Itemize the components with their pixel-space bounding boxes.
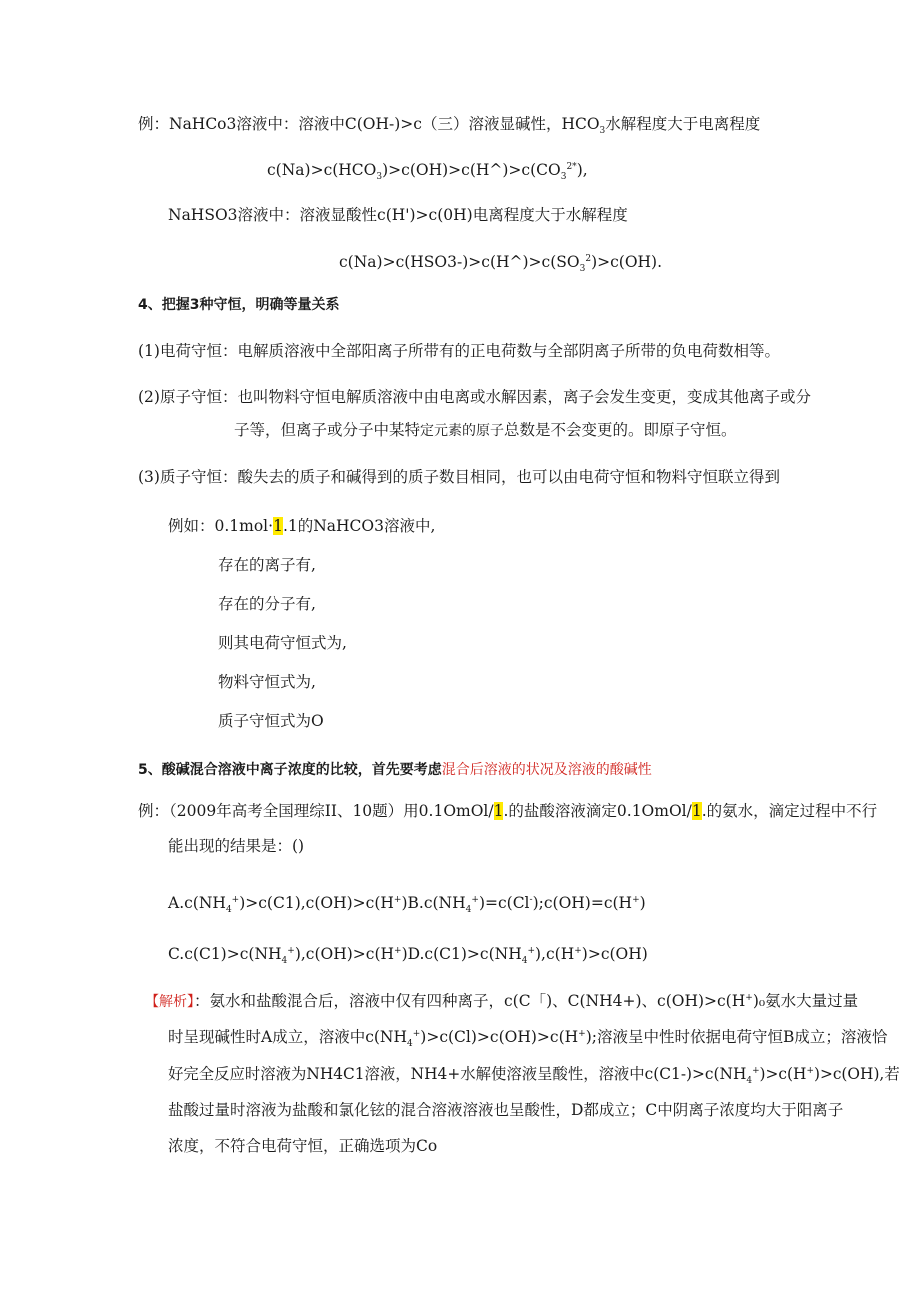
- list-item: 物料守恒式为,: [218, 673, 316, 691]
- question-line2: 能出现的结果是：(): [168, 837, 305, 855]
- charge-conservation: (1)电荷守恒：电解质溶液中全部阳离子所带有的正电荷数与全部阴离子所带的负电荷数相等。: [138, 342, 780, 360]
- options-ab: $A.c(NH_4^+)>c(C1),c(OH)>c(H^+)B.c(NH_4^+)=c(Cl^-);c(OH)=c(H^+)$: [168, 894, 646, 916]
- analysis-line1: 【解析】：氨水和盐酸混合后，溶液中仅有四种离子，c(C「)、C(NH4+)、c(OH)>c(H+)₀氨水大量过量: [145, 992, 859, 1010]
- atom-conservation-line1: (2)原子守恒：也叫物料守恒电解质溶液中由电离或水解因素，离子会发生变更，变成其他离子或分: [138, 388, 811, 406]
- nahco3-ion-order: $c(Na)>c(HCO_3)>c(OH)>c(H\^{})>c(CO_3^{2*})$,: [267, 161, 588, 183]
- options-cd: $C.c(C1)>c(NH_4^+),c(OH)>c(H^+)D.c(C1)>c(NH_4^+),c(H^+)>c(OH)$: [168, 945, 648, 967]
- nahso3-ion-order: $c(Na)>c(HSO3-)>c(H\^{})>c(SO_3^2)>c(OH)$.: [339, 253, 663, 275]
- analysis-line4: 盐酸过量时溶液为盐酸和氯化铉的混合溶液溶液也呈酸性，D都成立；C中阴离子浓度均大于阳离子: [168, 1101, 844, 1119]
- question-line1: 例：（2009年高考全国理综II、10题）用0.1OmOl/1.的盐酸溶液滴定0.1OmOl/1.的氨水，滴定过程中不行: [138, 802, 878, 820]
- analysis-tag: 【解析】: [145, 994, 194, 1010]
- atom-conservation-line2: 子等，但离子或分子中某特定元素的原子总数是不会变更的。即原子守恒。: [234, 421, 737, 439]
- example-solution: 例如：0.1mol·1.1的NaHCO3溶液中,: [168, 517, 436, 535]
- analysis-line2: 时呈现碱性时A成立，溶液中$c(NH_4^+)>c(Cl)>c(OH)>c(H^+)$;溶液呈中性时依据电荷守恒B成立；溶液恰: [168, 1028, 888, 1050]
- analysis-line3: 好完全反应时溶液为NH4C1溶液，NH4+水解使溶液呈酸性，溶液中$c(C1-)>c(NH_4^+)>c(H^+)>c(OH)$,若: [168, 1065, 900, 1087]
- highlight-mark: 1: [493, 802, 504, 820]
- section-4-heading: 4、把握3种守恒，明确等量关系: [138, 297, 340, 313]
- list-item: 则其电荷守恒式为,: [218, 634, 347, 652]
- example-nahco3-line: 例：NaHCo3溶液中：溶液中C(OH-)>c（三）溶液显碱性，$HCO_3$水解程度大于电离程度: [138, 115, 761, 137]
- example-nahso3-line: NaHSO3溶液中：溶液显酸性c(H')>c(0H)电离程度大于水解程度: [168, 206, 628, 224]
- highlight-mark: 1: [691, 802, 702, 820]
- analysis-line5: 浓度，不符合电荷守恒，正确选项为Co: [168, 1137, 438, 1155]
- list-item: 质子守恒式为O: [218, 712, 324, 730]
- proton-conservation: (3)质子守恒：酸失去的质子和碱得到的质子数目相同，也可以由电荷守恒和物料守恒联立得到: [138, 468, 780, 486]
- highlight-mark: 1: [273, 517, 283, 535]
- section-5-heading: 5、酸碱混合溶液中离子浓度的比较，首先要考虑混合后溶液的状况及溶液的酸碱性: [138, 762, 652, 778]
- list-item: 存在的分子有,: [218, 595, 316, 613]
- list-item: 存在的离子有,: [218, 556, 316, 574]
